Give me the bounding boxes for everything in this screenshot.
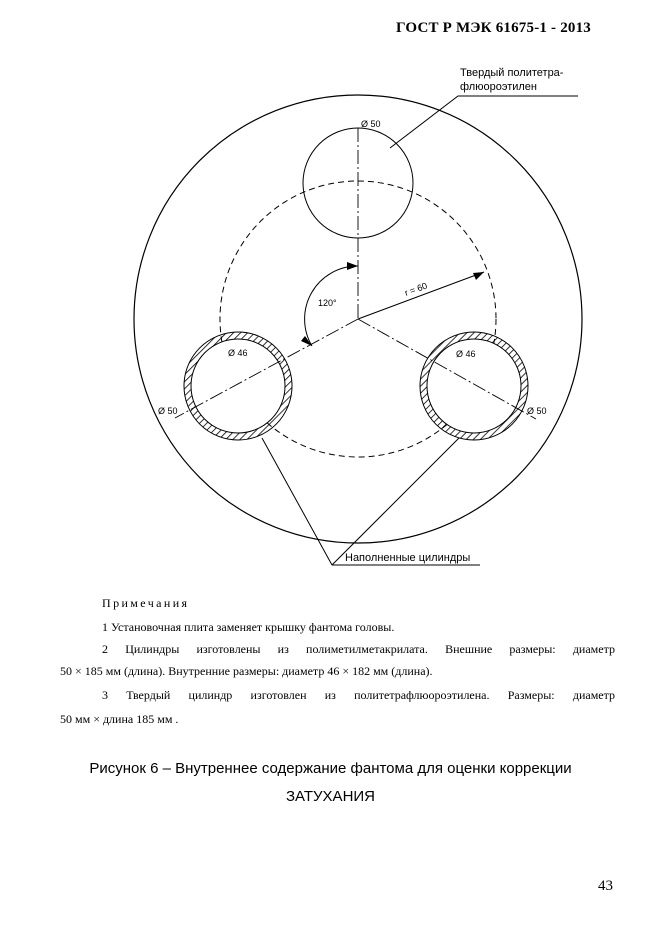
angle-arrowhead-bottom [301, 336, 312, 346]
filled-cylinders-label: Наполненные цилиндры [345, 552, 471, 564]
dim-right-inner: Ø 46 [456, 349, 476, 359]
note-3-line1: 3 Твердый цилиндр изготовлен из политетрафлюороэтилена. Размеры: диаметр [102, 688, 615, 702]
note-1: 1 Установочная плита заменяет крышку фантома головы. [102, 620, 395, 634]
solid-label-line2: флюороэтилен [460, 81, 537, 93]
radius-label: r = 60 [403, 280, 429, 298]
figure-caption-line1: Рисунок 6 – Внутреннее содержание фантома для оценки коррекции [89, 760, 572, 777]
dim-left-inner: Ø 46 [228, 348, 248, 358]
radius-arrowhead [473, 272, 484, 280]
filled-label-leader-left [262, 438, 332, 565]
note-2-line1: 2 Цилиндры изготовлены из полиметилметакрилата. Внешние размеры: диаметр [102, 642, 615, 656]
dim-left-outer: Ø 50 [158, 406, 178, 416]
dim-right-outer: Ø 50 [527, 406, 547, 416]
notes-title: Примечания [102, 596, 190, 610]
dim-top-diameter: Ø 50 [361, 119, 381, 129]
solid-label-line1: Твердый политетра- [460, 67, 564, 79]
page-number: 43 [598, 878, 613, 894]
note-2-line2: 50 × 185 мм (длина). Внутренние размеры: диаметр 46 × 182 мм (длина). [60, 664, 433, 678]
standard-header: ГОСТ Р МЭК 61675-1 - 2013 [396, 20, 591, 36]
note-3-line2: 50 мм × длина 185 мм . [60, 712, 179, 726]
radius-line [358, 272, 484, 319]
angle-arrowhead-top [347, 262, 358, 270]
figure-caption-line2: ЗАТУХАНИЯ [285, 788, 376, 805]
angle-label: 120° [318, 298, 337, 308]
